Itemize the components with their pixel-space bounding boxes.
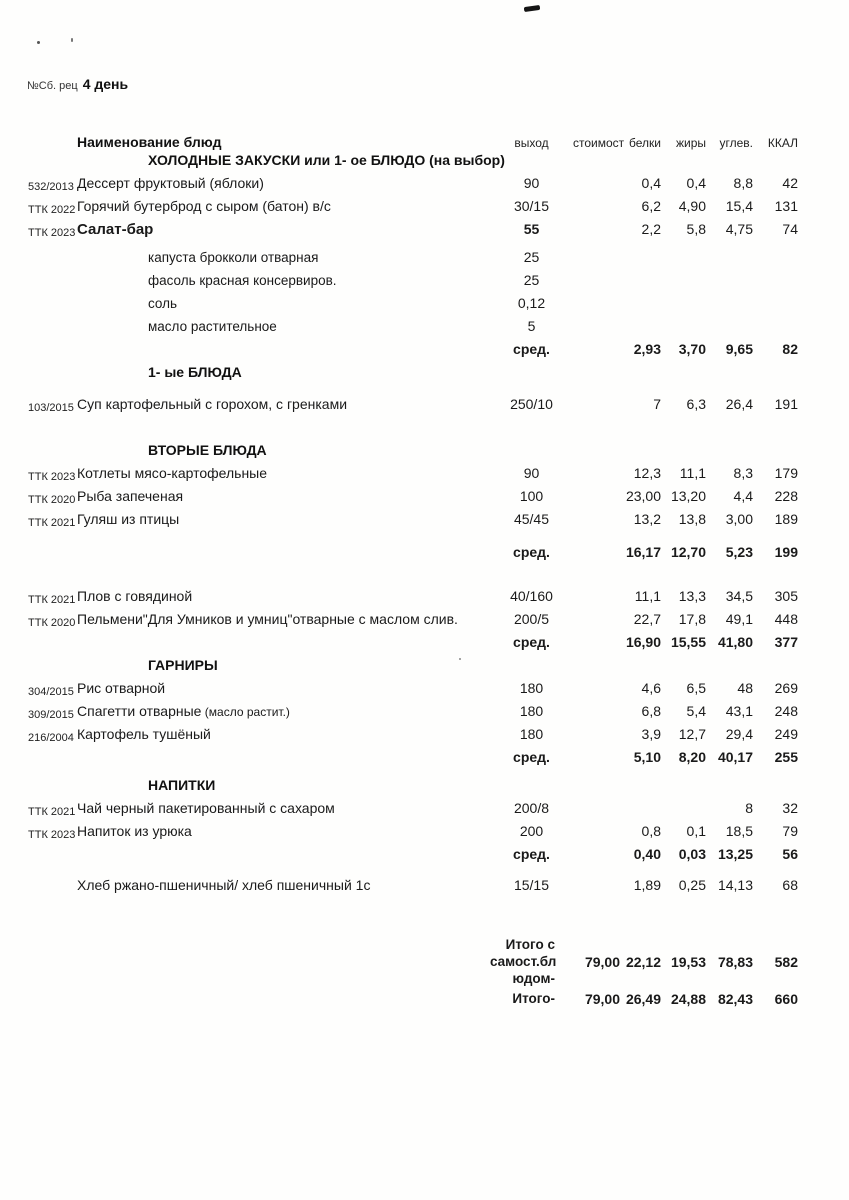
cell-carbs: 49,1: [725, 611, 753, 627]
cell-output: 180: [519, 680, 544, 696]
dish-code: 304/2015: [28, 685, 74, 698]
cell-kcal: 56: [782, 846, 798, 862]
row-item: [25, 396, 800, 419]
row-avg: [25, 634, 800, 657]
row-item: [25, 703, 800, 726]
row-section: [25, 364, 800, 387]
row-avg: [25, 749, 800, 772]
cell-output: 0,12: [517, 295, 546, 311]
cell-carbs: 29,4: [725, 726, 753, 742]
cell-protein: 13,2: [633, 511, 661, 527]
row-item: [25, 680, 800, 703]
cell-fat: 6,5: [686, 680, 706, 696]
cell-fat: 0,25: [678, 877, 706, 893]
cell-kcal: 68: [782, 877, 798, 893]
cell-carbs: 41,80: [717, 634, 753, 650]
cell-output: 200/8: [513, 800, 550, 816]
row-item: [25, 511, 800, 534]
cell-fat: 6,3: [686, 396, 706, 412]
doc-number-label: №Сб. рец: [27, 80, 78, 92]
cell-protein: 16,90: [625, 634, 661, 650]
row-item: [25, 198, 800, 221]
row-section: [25, 442, 800, 465]
cell-protein: 3,9: [641, 726, 661, 742]
row-item: [25, 465, 800, 488]
cell-protein: 4,6: [641, 680, 661, 696]
cell-fat: 5,8: [686, 221, 706, 237]
cell-carbs: 48: [737, 680, 753, 696]
row-section: [25, 657, 800, 680]
cell-carbs: 14,13: [717, 877, 753, 893]
dish-name: фасоль красная консервиров.: [148, 273, 337, 288]
cell-kcal: 255: [774, 749, 798, 765]
cell-fat: 13,8: [678, 511, 706, 527]
cell-output: 55: [523, 221, 540, 237]
cell-fat: 4,90: [678, 198, 706, 214]
cell-fat: 0,03: [678, 846, 706, 862]
section-title: НАПИТКИ: [148, 777, 216, 793]
cell-carbs: 3,00: [725, 511, 753, 527]
dish-name: Рис отварной: [77, 680, 166, 696]
menu-table: [25, 130, 800, 1010]
dish-name: капуста брокколи отварная: [148, 250, 319, 265]
dish-code: 309/2015: [28, 708, 74, 721]
dish-name: Хлеб ржано-пшеничный/ хлеб пшеничный 1с: [77, 877, 371, 893]
cell-fat: 19,53: [670, 953, 706, 970]
dish-name: Дессерт фруктовый (яблоки): [77, 175, 264, 191]
row-item: [25, 175, 800, 198]
cell-protein: 0,8: [641, 823, 661, 839]
cell-carbs: 8,8: [733, 175, 753, 191]
cell-kcal: 228: [774, 488, 798, 504]
row-item: [25, 823, 800, 846]
average-label: сред.: [513, 634, 550, 650]
cell-carbs: 40,17: [717, 749, 753, 765]
cell-fat: 11,1: [679, 465, 706, 481]
totals-label: Итого с самост.бл юдом-: [490, 937, 557, 986]
dish-name: соль: [148, 296, 178, 311]
average-label: сред.: [513, 341, 550, 357]
dish-code: ТТК 2020: [28, 493, 76, 506]
cell-protein: 0,40: [633, 846, 661, 862]
cell-protein: 2,2: [641, 221, 661, 237]
dish-code: ТТК 2021: [28, 805, 76, 818]
scan-artifact: [71, 38, 73, 42]
day-label: 4 день: [82, 76, 129, 92]
row-item: [25, 588, 800, 611]
cell-fat: 8,20: [678, 749, 706, 765]
cell-fat: 15,55: [670, 634, 706, 650]
cell-carbs: 15,4: [725, 198, 753, 214]
dish-code: 216/2004: [28, 731, 74, 744]
dish-name: масло растительное: [148, 319, 277, 334]
row-sub: [25, 295, 800, 318]
cell-kcal: 189: [774, 511, 798, 527]
cell-protein: 6,2: [641, 198, 661, 214]
cell-protein: 16,17: [625, 544, 661, 560]
cell-carbs: 13,25: [717, 846, 753, 862]
dish-name: Горячий бутерброд с сыром (батон) в/с: [77, 198, 331, 214]
cell-kcal: 377: [774, 634, 798, 650]
cell-carbs: 5,23: [725, 544, 753, 560]
cell-carbs: 26,4: [725, 396, 753, 412]
cell-kcal: 42: [782, 175, 798, 191]
dish-name: Плов с говядиной: [77, 588, 193, 604]
dish-code: ТТК 2022: [28, 203, 76, 216]
row-avg: [25, 846, 800, 869]
cell-fat: 12,70: [670, 544, 706, 560]
cell-protein: 0,4: [641, 175, 661, 191]
dish-code: 103/2015: [28, 401, 74, 414]
row-item: [25, 611, 800, 634]
cell-output: 180: [519, 703, 544, 719]
dish-code: ТТК 2023: [28, 828, 76, 841]
cell-carbs: 34,5: [725, 588, 753, 604]
cell-output: 40/160: [510, 588, 553, 604]
cell-fat: 3,70: [678, 341, 706, 357]
dish-name: Чай черный пакетированный с сахаром: [77, 800, 335, 816]
cell-output: 45/45: [513, 511, 550, 527]
row-total-wrap: [25, 936, 800, 987]
average-label: сред.: [513, 544, 550, 560]
cell-carbs: 9,65: [725, 341, 753, 357]
cell-carbs: 4,75: [725, 221, 753, 237]
cell-protein: 1,89: [633, 877, 661, 893]
dish-code: ТТК 2021: [28, 516, 76, 529]
row-avg: [25, 341, 800, 364]
header-kcal: ККАЛ: [767, 136, 798, 150]
cell-kcal: 131: [774, 198, 798, 214]
cell-output: 90: [523, 175, 540, 191]
cell-fat: 17,8: [678, 611, 706, 627]
row-sub: [25, 318, 800, 341]
row-avg: [25, 544, 800, 567]
doc-header: [27, 76, 128, 92]
cell-kcal: 248: [774, 703, 798, 719]
cell-protein: 2,93: [633, 341, 661, 357]
cell-cost: 79,00: [584, 990, 620, 1007]
cell-output: 100: [519, 488, 544, 504]
cell-kcal: 32: [782, 800, 798, 816]
scan-artifact: [37, 41, 40, 44]
cell-kcal: 79: [782, 823, 798, 839]
header-protein: белки: [629, 136, 661, 150]
dish-code: ТТК 2020: [28, 616, 76, 629]
cell-protein: 23,00: [625, 488, 661, 504]
cell-protein: 7: [653, 396, 661, 412]
cell-output: 90: [523, 465, 540, 481]
totals-label: Итого-: [512, 991, 555, 1006]
row-item: [25, 800, 800, 823]
cell-protein: 12,3: [633, 465, 661, 481]
cell-kcal: 74: [782, 221, 798, 237]
average-label: сред.: [513, 749, 550, 765]
cell-kcal: 249: [774, 726, 798, 742]
table-header-row: [25, 130, 800, 150]
cell-output: 30/15: [513, 198, 550, 214]
cell-fat: 13,3: [678, 588, 706, 604]
cell-kcal: 199: [774, 544, 798, 560]
cell-output: 15/15: [513, 877, 550, 893]
cell-carbs: 43,1: [725, 703, 753, 719]
dish-name: Котлеты мясо-картофельные: [77, 465, 268, 481]
cell-kcal: 305: [774, 588, 798, 604]
header-carbs: углев.: [719, 136, 753, 150]
section-title: ВТОРЫЕ БЛЮДА: [148, 442, 267, 458]
row-total: [25, 987, 800, 1010]
cell-kcal: 448: [774, 611, 798, 627]
row-section: [25, 777, 800, 800]
header-output: выход: [514, 136, 549, 150]
cell-carbs: 78,83: [717, 953, 753, 970]
cell-fat: 0,1: [686, 823, 706, 839]
cell-protein: 22,7: [633, 611, 661, 627]
cell-protein: 26,49: [625, 990, 661, 1007]
cell-kcal: 82: [782, 341, 798, 357]
row-item: [25, 726, 800, 749]
header-fat: жиры: [675, 136, 706, 150]
cell-kcal: 191: [774, 396, 798, 412]
section-title: ХОЛОДНЫЕ ЗАКУСКИ или 1- ое БЛЮДО (на выбор): [148, 152, 505, 168]
section-title: 1- ые БЛЮДА: [148, 364, 242, 380]
cell-kcal: 179: [774, 465, 798, 481]
scan-artifact: [524, 5, 541, 12]
cell-carbs: 4,4: [733, 488, 753, 504]
dish-code: ТТК 2021: [28, 593, 76, 606]
dish-name: Пельмени"Для Умников и умниц"отварные с маслом слив.: [77, 611, 458, 627]
cell-carbs: 8,3: [733, 465, 753, 481]
cell-fat: 0,4: [686, 175, 706, 191]
dish-code: ТТК 2023: [28, 226, 76, 239]
cell-protein: 5,10: [633, 749, 661, 765]
cell-kcal: 269: [774, 680, 798, 696]
cell-output: 25: [523, 272, 540, 288]
row-bread: [25, 877, 800, 900]
row-sub: [25, 272, 800, 295]
row-item: [25, 221, 800, 244]
dish-name: Рыба запеченая: [77, 488, 184, 504]
cell-carbs: 8: [745, 800, 753, 816]
section-title: ГАРНИРЫ: [148, 657, 218, 673]
cell-output: 200/5: [513, 611, 550, 627]
cell-fat: 13,20: [670, 488, 706, 504]
cell-kcal: 582: [774, 953, 798, 970]
header-cost: стоимост: [573, 136, 625, 150]
table-body: [25, 152, 800, 1010]
cell-output: 180: [519, 726, 544, 742]
dish-name: Напиток из урюка: [77, 823, 192, 839]
dish-name: Суп картофельный с горохом, с гренками: [77, 396, 348, 412]
average-label: сред.: [513, 846, 550, 862]
cell-fat: 24,88: [670, 990, 706, 1007]
row-item: [25, 488, 800, 511]
cell-output: 200: [519, 823, 544, 839]
cell-cost: 79,00: [584, 953, 620, 970]
cell-protein: 6,8: [641, 703, 661, 719]
row-section: [25, 152, 800, 175]
dish-name: Салат-бар: [77, 221, 154, 238]
cell-output: 5: [527, 318, 536, 334]
header-dish-name: Наименование блюд: [77, 134, 222, 150]
dish-name: Гуляш из птицы: [77, 511, 180, 527]
cell-output: 25: [523, 249, 540, 265]
cell-fat: 5,4: [686, 703, 706, 719]
cell-output: 250/10: [510, 396, 553, 412]
row-sub: [25, 249, 800, 272]
dish-code: ТТК 2023: [28, 470, 76, 483]
cell-kcal: 660: [774, 990, 798, 1007]
dish-code: 532/2013: [28, 180, 74, 193]
cell-carbs: 18,5: [725, 823, 753, 839]
dish-name: Картофель тушёный: [77, 726, 211, 742]
cell-protein: 22,12: [625, 953, 661, 970]
cell-carbs: 82,43: [717, 990, 753, 1007]
cell-protein: 11,1: [634, 588, 661, 604]
cell-fat: 12,7: [678, 726, 706, 742]
dish-name: Спагетти отварные (масло растит.): [77, 703, 290, 719]
